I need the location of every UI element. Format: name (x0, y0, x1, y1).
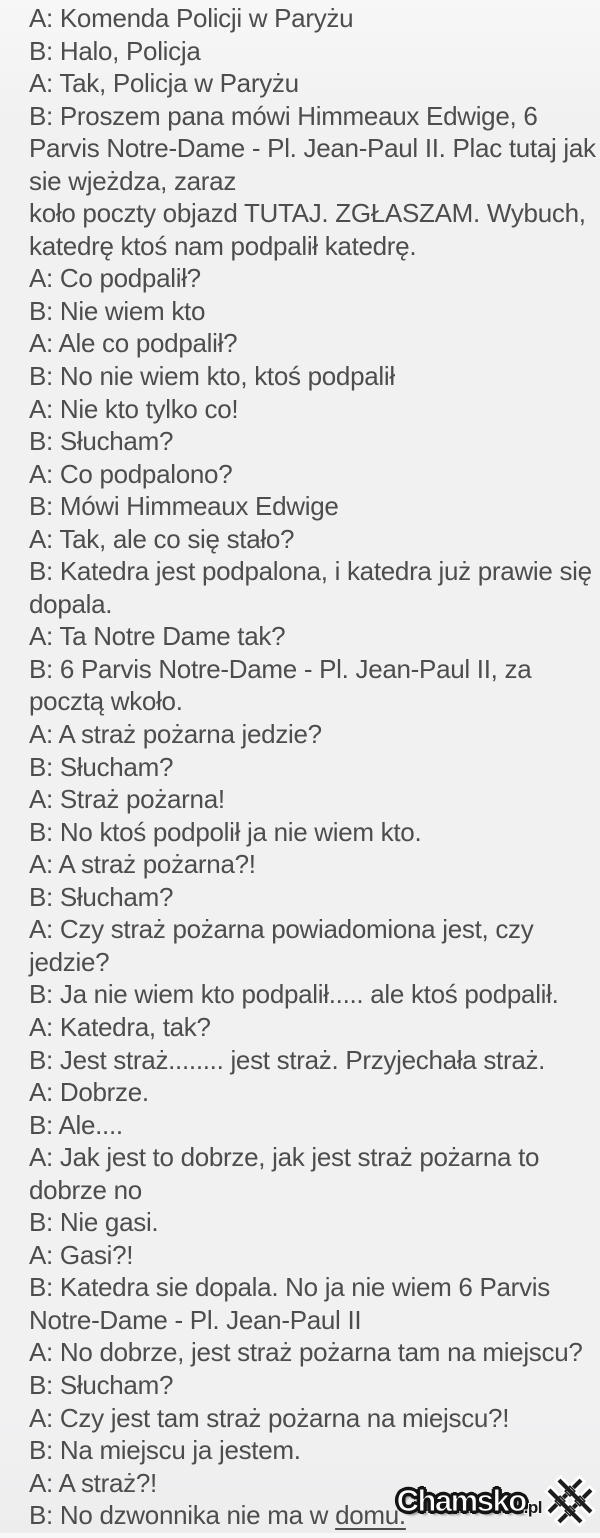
hashtag-icon (533, 1464, 600, 1538)
dialogue-line: A: A straż pożarna jedzie? (29, 719, 322, 750)
dialogue-line: B: Słucham? (29, 751, 174, 782)
dialogue-line: A: No dobrze, jest straż pożarna tam na miejscu? (29, 1337, 583, 1368)
dialogue-line: B: No ktoś podpolił ja nie wiem kto. (29, 816, 422, 847)
dialogue-line: B: Nie gasi. (29, 1207, 159, 1238)
dialogue-line: A: Czy straż pożarna powiadomiona jest, czy (29, 914, 534, 945)
dialogue-line: katedrę ktoś nam podpalił katedrę. (29, 230, 417, 261)
dialogue-line: A: Ta Notre Dame tak? (29, 621, 286, 652)
dialogue-line: B: 6 Parvis Notre-Dame - Pl. Jean-Paul II, za (29, 653, 532, 684)
dialogue-line: A: Straż pożarna! (29, 784, 225, 815)
dialogue-line: B: No nie wiem kto, ktoś podpalił (29, 361, 395, 392)
dialogue-line: koło poczty objazd TUTAJ. ZGŁASZAM. Wybuch, (29, 198, 586, 229)
dialogue-line: A: Co podpalono? (29, 458, 233, 489)
dialogue-line: A: Czy jest tam straż pożarna na miejscu?! (29, 1402, 510, 1433)
dialogue-line: A: Tak, ale co się stało? (29, 523, 295, 554)
dialogue-line: A: A straż?! (29, 1467, 157, 1498)
dialogue-line: B: Jest straż........ jest straż. Przyjechała straż. (29, 1044, 546, 1075)
dialogue-line: B: Nie wiem kto (29, 295, 206, 326)
dialogue-line: B: Ale.... (29, 1109, 123, 1140)
dialogue-line: A: Co podpalił? (29, 263, 201, 294)
dialogue-line: B: Ja nie wiem kto podpalił..... ale ktoś podpalił. (29, 979, 559, 1010)
dialogue-line: A: Gasi?! (29, 1239, 134, 1270)
dialogue-line: A: Nie kto tylko co! (29, 393, 239, 424)
dialogue-line: B: Katedra sie dopala. No ja nie wiem 6 Parvis (29, 1272, 550, 1303)
dialogue-line: A: Jak jest to dobrze, jak jest straż pożarna to (29, 1142, 540, 1173)
dialogue-line: A: Komenda Policji w Paryżu (29, 3, 354, 33)
dialogue-line: B: Proszem pana mówi Himmeaux Edwige, 6 (29, 100, 538, 131)
dialogue-lines (29, 2, 600, 1532)
watermark-brand: Chamsko (396, 1483, 526, 1518)
dialogue-line: Notre-Dame - Pl. Jean-Paul II (29, 1304, 362, 1335)
dialogue-line: dopala. (29, 588, 113, 619)
dialogue-line: pocztą wkoło. (29, 686, 183, 717)
dialogue-line: jedzie? (29, 946, 110, 977)
dialogue-line: A: Ale co podpalił? (29, 328, 238, 359)
underlined-word-link[interactable]: domu. (335, 1500, 406, 1531)
dialogue-line: B: Katedra jest podpalona, i katedra już prawie się (29, 556, 592, 587)
dialogue-line: A: Dobrze. (29, 1077, 149, 1108)
dialogue-line: A: Tak, Policja w Paryżu (29, 68, 299, 99)
final-line-prefix: B: No dzwonnika nie ma w (29, 1500, 336, 1531)
dialogue-line: B: Słucham? (29, 881, 174, 912)
dialogue-line: B: Na miejscu ja jestem. (29, 1435, 301, 1466)
watermark-tld: .pl (523, 1498, 542, 1517)
dialogue-line: A: A straż pożarna?! (29, 849, 256, 880)
dialogue-line: B: Mówi Himmeaux Edwige (29, 491, 339, 522)
dialogue-line: A: Katedra, tak? (29, 1011, 211, 1042)
dialogue-line: sie wjeżdza, zaraz (29, 165, 237, 196)
dialogue-line: B: Słucham? (29, 426, 174, 457)
dialogue-line: dobrze no (29, 1174, 142, 1205)
dialogue-text (29, 2, 600, 1532)
dialogue-line: B: Słucham? (29, 1369, 174, 1400)
dialogue-line: B: Halo, Policja (29, 35, 201, 66)
watermark (397, 1475, 596, 1527)
dialogue-line: Parvis Notre-Dame - Pl. Jean-Paul II. Plac tutaj jak (29, 133, 596, 164)
